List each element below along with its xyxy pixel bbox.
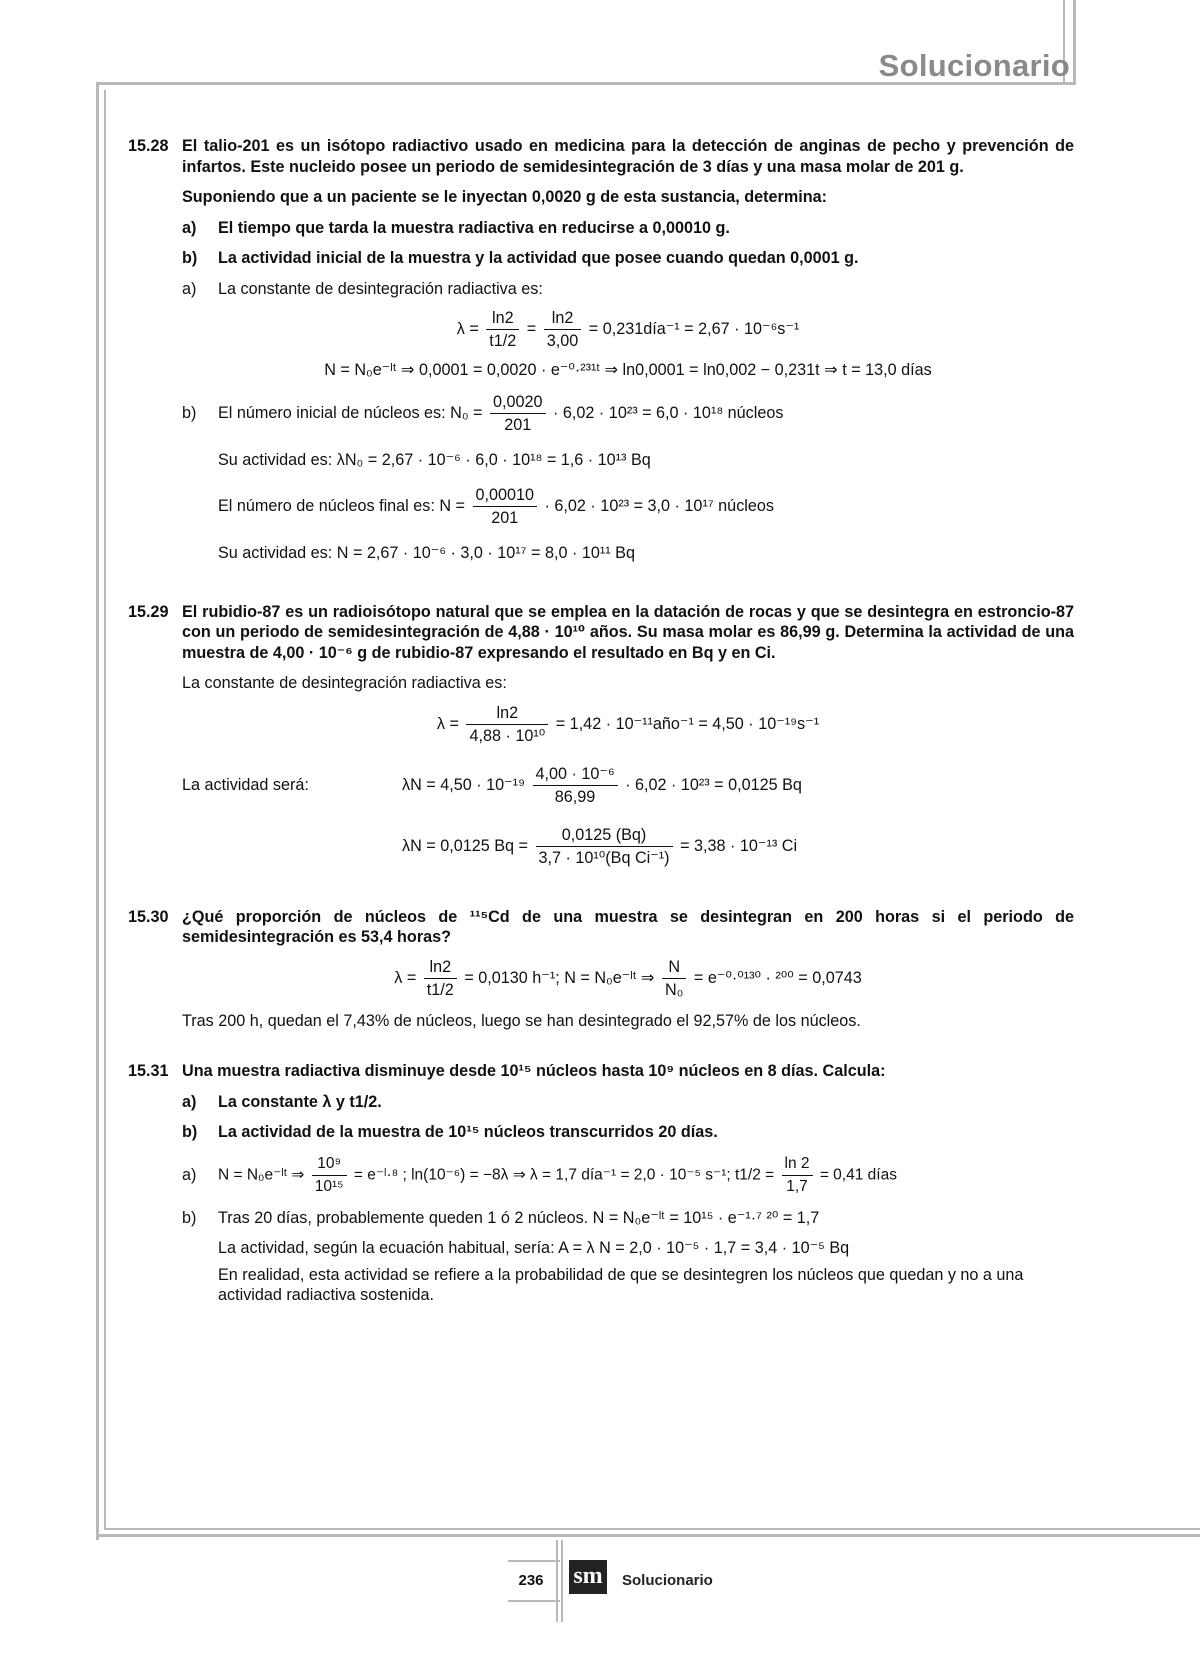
problem-15-30 — [128, 907, 1074, 1032]
eq-part: λ = — [436, 714, 459, 733]
item-text — [218, 391, 1074, 436]
eq-part: λ = — [394, 968, 417, 987]
activity-text: La actividad, según la ecuación habitual, sería: A = λ N = 2,0 · 10⁻⁵ · 1,7 = 3,4 · 10⁻⁵ Bq — [218, 1239, 850, 1257]
eq-part: = 1,42 · 10⁻¹¹año⁻¹ = 4,50 · 10⁻¹⁹s⁻¹ — [555, 714, 820, 733]
item-text: Tras 20 días, probablemente queden 1 ó 2 núcleos. N = N₀e⁻ˡᵗ = 10¹⁵ · e⁻¹·⁷ ²⁰ = 1,7 — [218, 1208, 820, 1227]
item-text: La actividad de la muestra de 10¹⁵ núcleos transcurridos 20 días. — [218, 1123, 718, 1141]
fraction-num: 0,0125 (Bq) — [536, 824, 673, 847]
eq-part: N = — [439, 496, 466, 515]
equation-activity-bq — [402, 763, 802, 808]
solution-b — [182, 1208, 1074, 1229]
final-nuclei — [218, 484, 1074, 529]
item-text — [218, 1153, 1074, 1198]
fraction — [536, 824, 673, 869]
item-label: b) — [182, 1208, 197, 1227]
item-label: a) — [182, 1092, 197, 1111]
problem-statement: ¿Qué proporción de núcleos de ¹¹⁵Cd de una muestra se desintegran en 200 horas si el periodo de semidesintegración es 53,4 horas? — [182, 907, 1074, 946]
item-text: La constante de desintegración radiactiva es: — [218, 279, 543, 298]
eq-part: = 0,231día⁻¹ = 2,67 · 10⁻⁶s⁻¹ — [588, 319, 800, 338]
problem-15-28 — [128, 136, 1074, 564]
eq-part: = e⁻⁰·⁰¹³⁰ · ²⁰⁰ = 0,0743 — [693, 968, 862, 987]
problem-number: 15.30 — [128, 907, 169, 926]
fraction-num: ln2 — [486, 307, 519, 330]
activity-label: La actividad será: — [182, 775, 309, 794]
fraction-den: 1,7 — [786, 1177, 808, 1195]
page-header-title: Solucionario — [878, 48, 1070, 83]
eq-part: = e⁻ˡ·⁸ ; ln(10⁻⁶) = −8λ ⇒ λ = 1,7 día⁻¹ = 2,0 · 10⁻⁵ s⁻¹; t1/2 = — [353, 1166, 775, 1184]
fraction-num: ln 2 — [782, 1153, 813, 1176]
eq-part: λN = 4,50 · 10⁻¹⁹ — [402, 775, 525, 794]
fraction — [782, 1153, 813, 1198]
fraction-den: 3,7 · 10¹⁰(Bq Ci⁻¹) — [538, 848, 670, 867]
fraction — [312, 1153, 347, 1198]
fraction — [490, 391, 546, 436]
fraction-den: 201 — [504, 415, 532, 434]
eq-part: = 3,38 · 10⁻¹³ Ci — [680, 836, 798, 855]
fraction — [486, 307, 519, 352]
fraction-num: N — [662, 956, 686, 979]
publisher-logo: sm — [569, 1560, 607, 1594]
frame-left-outer — [96, 82, 99, 1540]
equation-decay-constant — [182, 702, 1074, 747]
question-b — [182, 1122, 1074, 1143]
fraction-num: 0,0020 — [490, 391, 546, 414]
problem-statement: El rubidio-87 es un radioisótopo natural que se emplea en la datación de rocas y que se desintegra en estroncio-87 con un periodo de semidesintegración de 4,88 · 10¹⁰ años. Su masa molar es 86,99 g. Determina la actividad de una muestra de 4,00 · 10⁻⁶ g de rubidio-87 expresando el resultado en Bq y en Ci. — [182, 602, 1074, 662]
fraction-den: 4,88 · 10¹⁰ — [469, 726, 546, 745]
eq-part: · 6,02 · 10²³ = 6,0 · 10¹⁸ núcleos — [553, 403, 784, 422]
solution-text: La constante de desintegración radiactiva es: — [182, 674, 507, 692]
problem-title — [128, 1061, 1074, 1082]
equation-decay-constant — [182, 307, 1074, 352]
fraction-num: ln2 — [424, 956, 457, 979]
footer-vline-1 — [556, 1540, 558, 1622]
final-activity: Su actividad es: N = 2,67 · 10⁻⁶ · 3,0 · 10¹⁷ = 8,0 · 10¹¹ Bq — [218, 544, 635, 562]
fraction-num: 4,00 · 10⁻⁶ — [533, 763, 618, 786]
eq-part: λN = 0,0125 Bq = — [402, 836, 528, 855]
eq-part: · 6,02 · 10²³ = 0,0125 Bq — [625, 775, 802, 794]
eq-part: λ = — [456, 319, 479, 338]
solution-b — [182, 391, 1074, 436]
eq-part: N = N₀e⁻ˡᵗ ⇒ — [218, 1166, 305, 1184]
item-text: La constante λ y t1/2. — [218, 1092, 382, 1111]
item-label: b) — [182, 1123, 198, 1141]
eq-part: = 0,0130 h⁻¹; N = N₀e⁻ˡᵗ ⇒ — [464, 968, 655, 987]
frame-right-outer — [1073, 0, 1076, 84]
eq-part: El número de núcleos final es: — [218, 496, 435, 515]
fraction-den: t1/2 — [426, 980, 454, 999]
note-text: En realidad, esta actividad se refiere a la probabilidad de que se desintegren los núcleos que quedan y no a una actividad radiactiva sostenida. — [218, 1265, 1024, 1304]
question-a — [182, 218, 1074, 239]
footer-line-bottom — [508, 1600, 560, 1602]
item-text: El tiempo que tarda la muestra radiactiva en reducirse a 0,00010 g. — [218, 218, 730, 237]
problem-statement: El talio-201 es un isótopo radiactivo usado en medicina para la detección de anginas de pecho y prevención de infartos. Este nucleido posee un periodo de semidesintegración de 3 días y una masa molar de 201 g. — [182, 137, 1074, 176]
frame-bottom-line — [96, 1534, 1200, 1537]
fraction — [533, 763, 618, 808]
solution-a — [182, 1153, 1074, 1198]
item-text: La actividad inicial de la muestra y la actividad que posee cuando quedan 0,0001 g. — [218, 249, 859, 267]
fraction-den: 3,00 — [546, 332, 579, 350]
initial-activity: Su actividad es: λN₀ = 2,67 · 10⁻⁶ · 6,0 · 10¹⁸ = 1,6 · 10¹³ Bq — [218, 450, 651, 469]
footer-line-top — [508, 1560, 560, 1562]
equation-proportion — [182, 956, 1074, 1001]
spacer — [128, 1031, 1074, 1061]
fraction-num: 0,00010 — [473, 484, 538, 507]
fraction — [662, 956, 686, 1001]
eq-part: = — [526, 319, 537, 338]
fraction — [424, 956, 457, 1001]
fraction — [466, 702, 548, 747]
problem-15-29 — [128, 602, 1074, 869]
fraction-den: 86,99 — [554, 787, 596, 806]
equation-time: N = N₀e⁻ˡᵗ ⇒ 0,0001 = 0,0020 · e⁻⁰·²³¹ᵗ ⇒ ln0,0001 = ln0,002 − 0,231t ⇒ t = 13,0 días — [324, 361, 932, 379]
spacer — [128, 572, 1074, 602]
item-label: b) — [182, 403, 197, 422]
question-a — [182, 1092, 1074, 1113]
problem-title — [128, 136, 1074, 177]
page-number: 236 — [518, 1572, 544, 1589]
fraction-num: 10⁹ — [312, 1153, 347, 1176]
fraction — [473, 484, 538, 529]
result-text: Tras 200 h, quedan el 7,43% de núcleos, luego se han desintegrado el 92,57% de los núcleos. — [182, 1011, 861, 1030]
page-content — [128, 136, 1074, 1306]
activity-row — [182, 755, 1074, 816]
eq-part: · 6,02 · 10²³ = 3,0 · 10¹⁷ núcleos — [544, 496, 774, 515]
frame-bottom-inner — [104, 1528, 1200, 1530]
footer-vline-2 — [561, 1540, 563, 1622]
footer-label: Solucionario — [622, 1572, 713, 1589]
fraction-num: ln2 — [544, 307, 582, 330]
solution-a — [182, 279, 1074, 300]
fraction-den: 10¹⁵ — [314, 1177, 344, 1195]
eq-part: N₀ = — [450, 403, 483, 422]
fraction-den: N₀ — [664, 980, 684, 999]
item-label: a) — [182, 279, 197, 298]
item-label: a) — [182, 218, 197, 237]
eq-part: El número inicial de núcleos es: — [218, 403, 446, 422]
problem-15-31 — [128, 1061, 1074, 1306]
fraction — [544, 307, 582, 352]
problem-title — [128, 602, 1074, 664]
frame-left-inner — [104, 90, 106, 1530]
question-b — [182, 248, 1074, 269]
problem-number: 15.29 — [128, 602, 169, 621]
problem-question: Suponiendo que a un paciente se le inyectan 0,0020 g de esta sustancia, determina: — [182, 188, 828, 206]
eq-part: = 0,41 días — [819, 1166, 897, 1184]
fraction-num: ln2 — [466, 702, 548, 725]
problem-title — [128, 907, 1074, 948]
spacer — [128, 877, 1074, 907]
problem-statement: Una muestra radiactiva disminuye desde 10¹⁵ núcleos hasta 10⁹ núcleos en 8 días. Calcula: — [182, 1062, 886, 1080]
fraction-den: 201 — [491, 509, 519, 527]
fraction-den: t1/2 — [489, 332, 517, 350]
problem-number: 15.28 — [128, 137, 169, 155]
item-label: b) — [182, 249, 198, 267]
problem-number: 15.31 — [128, 1062, 169, 1080]
equation-activity-ci — [402, 824, 1074, 869]
item-label: a) — [182, 1165, 197, 1184]
